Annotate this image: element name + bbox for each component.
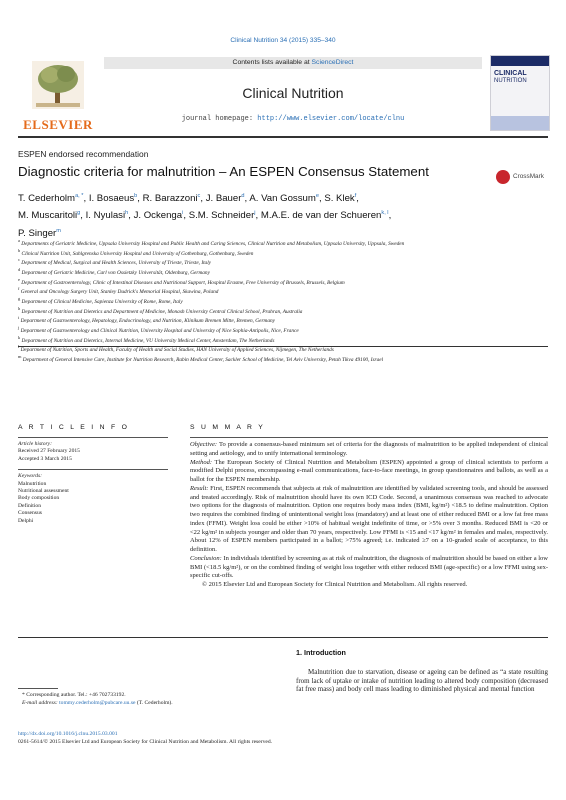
author: J. Ockenga$^i$, xyxy=(133,210,189,222)
abstract-divider xyxy=(18,637,548,638)
author: I. Bosaeus$^b$, xyxy=(88,193,143,205)
summary-copyright: © 2015 Elsevier Ltd and European Society for Clinical Nutrition and Metabolism. All rights reserved. xyxy=(202,581,468,588)
affiliation: $^m$ Department of General Intensive Care, Institute for Nutrition Research, Rabin Medical Center, Sackler School of Medicine, Tel Aviv University, Petah Tikva 49100, Israel xyxy=(18,354,384,363)
received-date: Received 27 February 2015 xyxy=(18,448,80,455)
author: M.A.E. de van der Schueren$^{k, l}$, xyxy=(260,210,392,222)
crossmark-label: CrossMark xyxy=(513,173,544,180)
article-info-rule xyxy=(18,437,168,438)
cover-footer-band xyxy=(491,116,549,130)
article-type: ESPEN endorsed recommendation xyxy=(18,149,149,159)
journal-header xyxy=(18,55,548,133)
author: M. Muscaritoli$^g$, xyxy=(18,210,86,222)
keyword: Body composition xyxy=(18,495,60,502)
summary xyxy=(190,424,548,590)
author: T. Cederholm$^{a, *}$, xyxy=(18,193,89,205)
author: I. Nyulasi$^h$, xyxy=(85,210,134,222)
header-divider xyxy=(18,136,548,138)
cover-title-line-1: CLINICAL xyxy=(494,70,527,77)
accepted-date: Accepted 3 March 2015 xyxy=(18,455,72,462)
corresponding-author-note: * Corresponding author. Tel.: +46 702733192. xyxy=(22,692,126,698)
summary-rule xyxy=(190,437,548,438)
article-info xyxy=(18,424,168,525)
affiliation: $^h$ Department of Nutrition and Dietetics and Department of Medicine, Monash University Central Clinical School, Prahran, Australia xyxy=(18,305,303,315)
affiliation: $^b$ Clinical Nutrition Unit, Sahlgrenska University Hospital and University of Gothenburg, Gothenburg, Sweden xyxy=(18,247,254,257)
author: S. Klek$^f$, xyxy=(324,193,359,205)
affiliation: $^g$ Department of Clinical Medicine, Sapienza University of Rome, Rome, Italy xyxy=(18,296,183,305)
author: S.M. Schneider$^j$, xyxy=(188,210,261,222)
affiliation: $^i$ Department of Gastroenterology, Hepatology, Endocrinology, and Nutrition, Klinikum Bremen Mitte, Bremen, Germany xyxy=(18,315,276,325)
author: R. Barazzoni$^c$, xyxy=(142,193,206,205)
cover-band xyxy=(491,56,549,66)
keyword: Delphi xyxy=(18,517,34,524)
author: A. Van Gossum$^e$, xyxy=(249,193,325,205)
article-info-heading: A R T I C L E I N F O xyxy=(18,424,130,431)
keyword: Nutritional assessment xyxy=(18,488,69,495)
summary-heading: S U M M A R Y xyxy=(190,424,266,431)
footer-copyright: 0261-5614/© 2015 Elsevier Ltd and European Society for Clinical Nutrition and Metabolism. All rights reserved. xyxy=(18,739,273,745)
summary-method: Method: The European Society of Clinical Nutrition and Metabolism (ESPEN) appointed a group of clinical scientists to perform a modified Delphi process, encompassing e-mail communications, face-to-face meetings, in group questionnaires and ballots, as well as a ballot for the ESPEN membership. xyxy=(190,458,548,483)
elsevier-wordmark: ELSEVIER xyxy=(23,117,93,132)
elsevier-tree-icon xyxy=(32,61,84,109)
email-link[interactable]: tommy.cederholm@pubcare.uu.se xyxy=(59,700,136,706)
journal-reference[interactable]: Clinical Nutrition 34 (2015) 335–340 xyxy=(230,37,336,44)
contents-bar xyxy=(104,57,482,69)
introduction-heading: 1. Introduction xyxy=(296,648,346,657)
summary-conclusion: Conclusion: In individuals identified by screening as at risk of malnutrition, the diagnosis of malnutrition should be based on either a low BMI (<18.5 kg/m²), or on the combined finding of weight loss together with either reduced BMI (age-specific) or a low FFMI using sex-specific cut-offs. xyxy=(190,554,548,580)
affiliation: $^d$ Department of Geriatric Medicine, Carl von Ossietzky Universität, Oldenburg, Germany xyxy=(18,267,210,276)
affiliations-divider xyxy=(18,346,548,347)
summary-body xyxy=(190,441,548,590)
introduction-body: Malnutrition due to starvation, disease or ageing can be defined as “a state resulting from lack of uptake or intake of nutrition leading to altered body composition (decreased fat free mass) and body cell mass leading to diminished physical and mental function xyxy=(296,668,548,694)
journal-cover-image xyxy=(490,55,550,131)
affiliation: $^k$ Department of Nutrition and Dietetics, Internal Medicine, VU University Medical Center, Amsterdam, The Netherlands xyxy=(18,334,275,344)
email-note: E-mail address: tommy.cederholm@pubcare.uu.se (T. Cederholm). xyxy=(22,700,173,706)
cover-title-line-2: NUTRITION xyxy=(494,78,527,84)
doi-link[interactable]: http://dx.doi.org/10.1016/j.clnu.2015.03.001 xyxy=(18,731,118,737)
affiliation: $^a$ Departments of Geriatric Medicine, Uppsala University Hospital and Public Health and Caring Sciences, Clinical Nutrition and Metabolism, Uppsala University, Uppsala, Sweden xyxy=(18,238,405,247)
history-label: Article history: xyxy=(18,441,53,447)
crossmark-icon xyxy=(496,170,510,184)
elsevier-logo xyxy=(18,55,98,133)
author: P. Singer$^m$ xyxy=(18,227,61,239)
sciencedirect-link[interactable]: ScienceDirect xyxy=(311,59,354,66)
keyword: Malnutrition xyxy=(18,480,47,487)
affiliation: Department of Nutrition, Sports and Health, Faculty of Health and Social Studies, HAN University of Applied Sciences, Nijmegen, The Netherlands xyxy=(20,347,334,354)
summary-objective: Objective: To provide a consensus-based minimum set of criteria for the diagnosis of malnutrition to be applied independent of clinical setting and aetiology, and to unify international terminology. xyxy=(190,441,548,457)
affiliation: $^c$ Department of Medical, Surgical and Health Sciences, University of Trieste, Trieste, Italy xyxy=(18,257,212,267)
affiliation: $^j$ Department of Gastroenterology and Clinical Nutrition, University Hospital and University of Nice Sophia-Antipolis, Nice, France xyxy=(18,325,299,334)
journal-header-center xyxy=(104,55,482,133)
article-title: Diagnostic criteria for malnutrition – An ESPEN Consensus Statement xyxy=(18,164,429,179)
author-list xyxy=(18,189,548,241)
keyword: Definition xyxy=(18,502,41,509)
affiliation: $^f$ General and Oncology Surgery Unit, Stanley Dudrick's Memorial Hospital, Skawina, Poland xyxy=(18,286,219,296)
contents-prefix: Contents lists available at xyxy=(232,59,312,66)
affiliations xyxy=(18,238,548,364)
keywords-label: Keywords: xyxy=(18,473,43,480)
journal-title: Clinical Nutrition xyxy=(242,85,344,101)
homepage-label: journal homepage: xyxy=(181,115,258,123)
journal-homepage xyxy=(104,115,482,123)
footnote-rule xyxy=(18,688,58,689)
author: J. Bauer$^d$, xyxy=(205,193,250,205)
summary-result: Result: First, ESPEN recommends that subjects at risk of malnutrition are identified by validated screening tools, and should be assessed and treated accordingly. Risk of malnutrition should have its own ICD Code. Second, a unanimous consensus was reached to advocate two options for the diagnosis of malnutrition. Option one requires body mass index (BMI, kg/m²) <18.5 to define malnutrition. Option two requires the combined finding of unintentional weight loss (mandatory) and at least one of either reduced BMI or a low fat free mass index (FFMI). Weight loss could be either >10% of habitual weight indefinite of time, or >5% over 3 months. Reduced BMI is <20 or <22 kg/m² in subjects younger and older than 70 years, respectively. Low FFMI is <15 and <17 kg/m² in females and males, respectively. About 12% of ESPEN members participated in a ballot; >75% agreed; i.e. indicated ≥7 on a 10-graded scale of acceptance, to this definition. xyxy=(190,484,548,553)
affiliation: $^e$ Department of Gastroenterology, Clinic of Intestinal Diseases and Nutritional Support, Hospital Erasme, Free University of Brussels, Brussels, Belgium xyxy=(18,276,345,286)
crossmark-button[interactable] xyxy=(496,169,552,189)
keywords-rule xyxy=(18,469,168,470)
homepage-link[interactable]: http://www.elsevier.com/locate/clnu xyxy=(257,115,405,123)
keyword: Consensus xyxy=(18,510,42,517)
